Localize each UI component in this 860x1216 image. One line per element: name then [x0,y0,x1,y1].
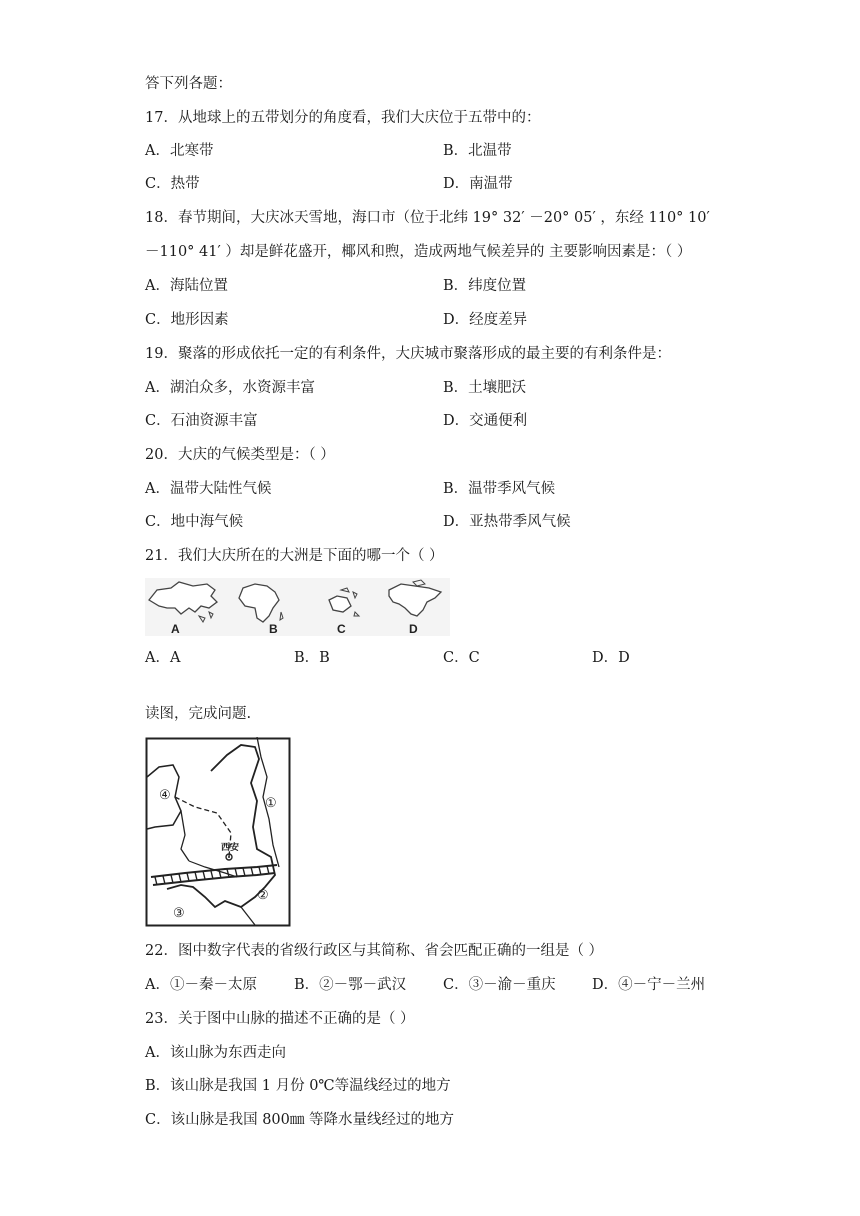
map-label-1: ① [265,796,277,811]
q20-option-c[interactable]: C．地中海气候 [145,514,244,530]
q19-stem: 19．聚落的形成依托一定的有利条件，大庆城市聚落形成的最主要的有利条件是： [145,346,671,362]
q22-option-c[interactable]: C．③－渝－重庆 [443,977,556,993]
q21-option-a[interactable]: A．A [145,650,181,666]
q22-option-a[interactable]: A．①－秦－太原 [145,977,257,993]
continent-outlines-figure [145,578,450,636]
q20-option-a[interactable]: A．温带大陆性气候 [145,481,272,497]
read-map-instruction: 读图，完成问题. [145,706,252,722]
q22-stem: 22．图中数字代表的省级行政区与其简称、省会匹配正确的一组是（ ） [145,943,604,959]
figure-label-b: B [269,622,278,636]
q17-option-d[interactable]: D．南温带 [443,176,513,192]
q22-option-d[interactable]: D．④－宁－兰州 [592,977,706,993]
q19-option-a[interactable]: A．湖泊众多，水资源丰富 [145,380,315,396]
q23-option-a[interactable]: A．该山脉为东西走向 [145,1045,286,1061]
q23-stem: 23．关于图中山脉的描述不正确的是（ ） [145,1011,415,1027]
q18-option-d[interactable]: D．经度差异 [443,312,528,328]
q19-option-b[interactable]: B．土壤肥沃 [443,380,527,396]
q21-option-c[interactable]: C．C [443,650,480,666]
figure-label-d: D [409,622,418,636]
figure-label-c: C [337,622,346,636]
q21-option-b[interactable]: B．B [294,650,330,666]
intro-text: 答下列各题： [145,76,232,92]
q17-option-c[interactable]: C．热带 [145,176,200,192]
q18-stem-line1: 18．春节期间，大庆冰天雪地，海口市（位于北纬 19° 32′ －20° 05′ ，东经 110° 10′ [145,210,710,226]
q18-option-a[interactable]: A．海陆位置 [145,278,228,294]
q19-option-c[interactable]: C．石油资源丰富 [145,413,258,429]
q18-stem-line2: －110° 41′ ）却是鲜花盛开，椰风和煦，造成两地气候差异的 主要影响因素是：（ ） [145,244,692,260]
map-label-2: ② [257,888,269,903]
q20-option-d[interactable]: D．亚热带季风气候 [443,514,571,530]
q21-option-d[interactable]: D．D [592,650,630,666]
map-label-3: ③ [173,906,185,921]
q19-option-d[interactable]: D．交通便利 [443,413,528,429]
q18-option-c[interactable]: C．地形因素 [145,312,229,328]
q17-stem: 17．从地球上的五带划分的角度看，我们大庆位于五带中的： [145,110,541,126]
q17-option-a[interactable]: A．北寒带 [145,143,214,159]
q18-option-b[interactable]: B．纬度位置 [443,278,527,294]
q21-stem: 21．我们大庆所在的大洲是下面的哪一个（ ） [145,548,444,564]
q23-option-b[interactable]: B．该山脉是我国 1 月份 0℃等温线经过的地方 [145,1078,451,1094]
q23-option-c[interactable]: C．该山脉是我国 800㎜ 等降水量线经过的地方 [145,1112,454,1128]
q20-stem: 20．大庆的气候类型是：（ ） [145,447,335,463]
q17-option-b[interactable]: B．北温带 [443,143,512,159]
map-label-4: ④ [159,788,171,803]
province-map-figure [145,737,291,927]
figure-label-a: A [171,622,180,636]
q22-option-b[interactable]: B．②－鄂－武汉 [294,977,407,993]
map-label-xian: 西安 [221,843,240,853]
q20-option-b[interactable]: B．温带季风气候 [443,481,556,497]
